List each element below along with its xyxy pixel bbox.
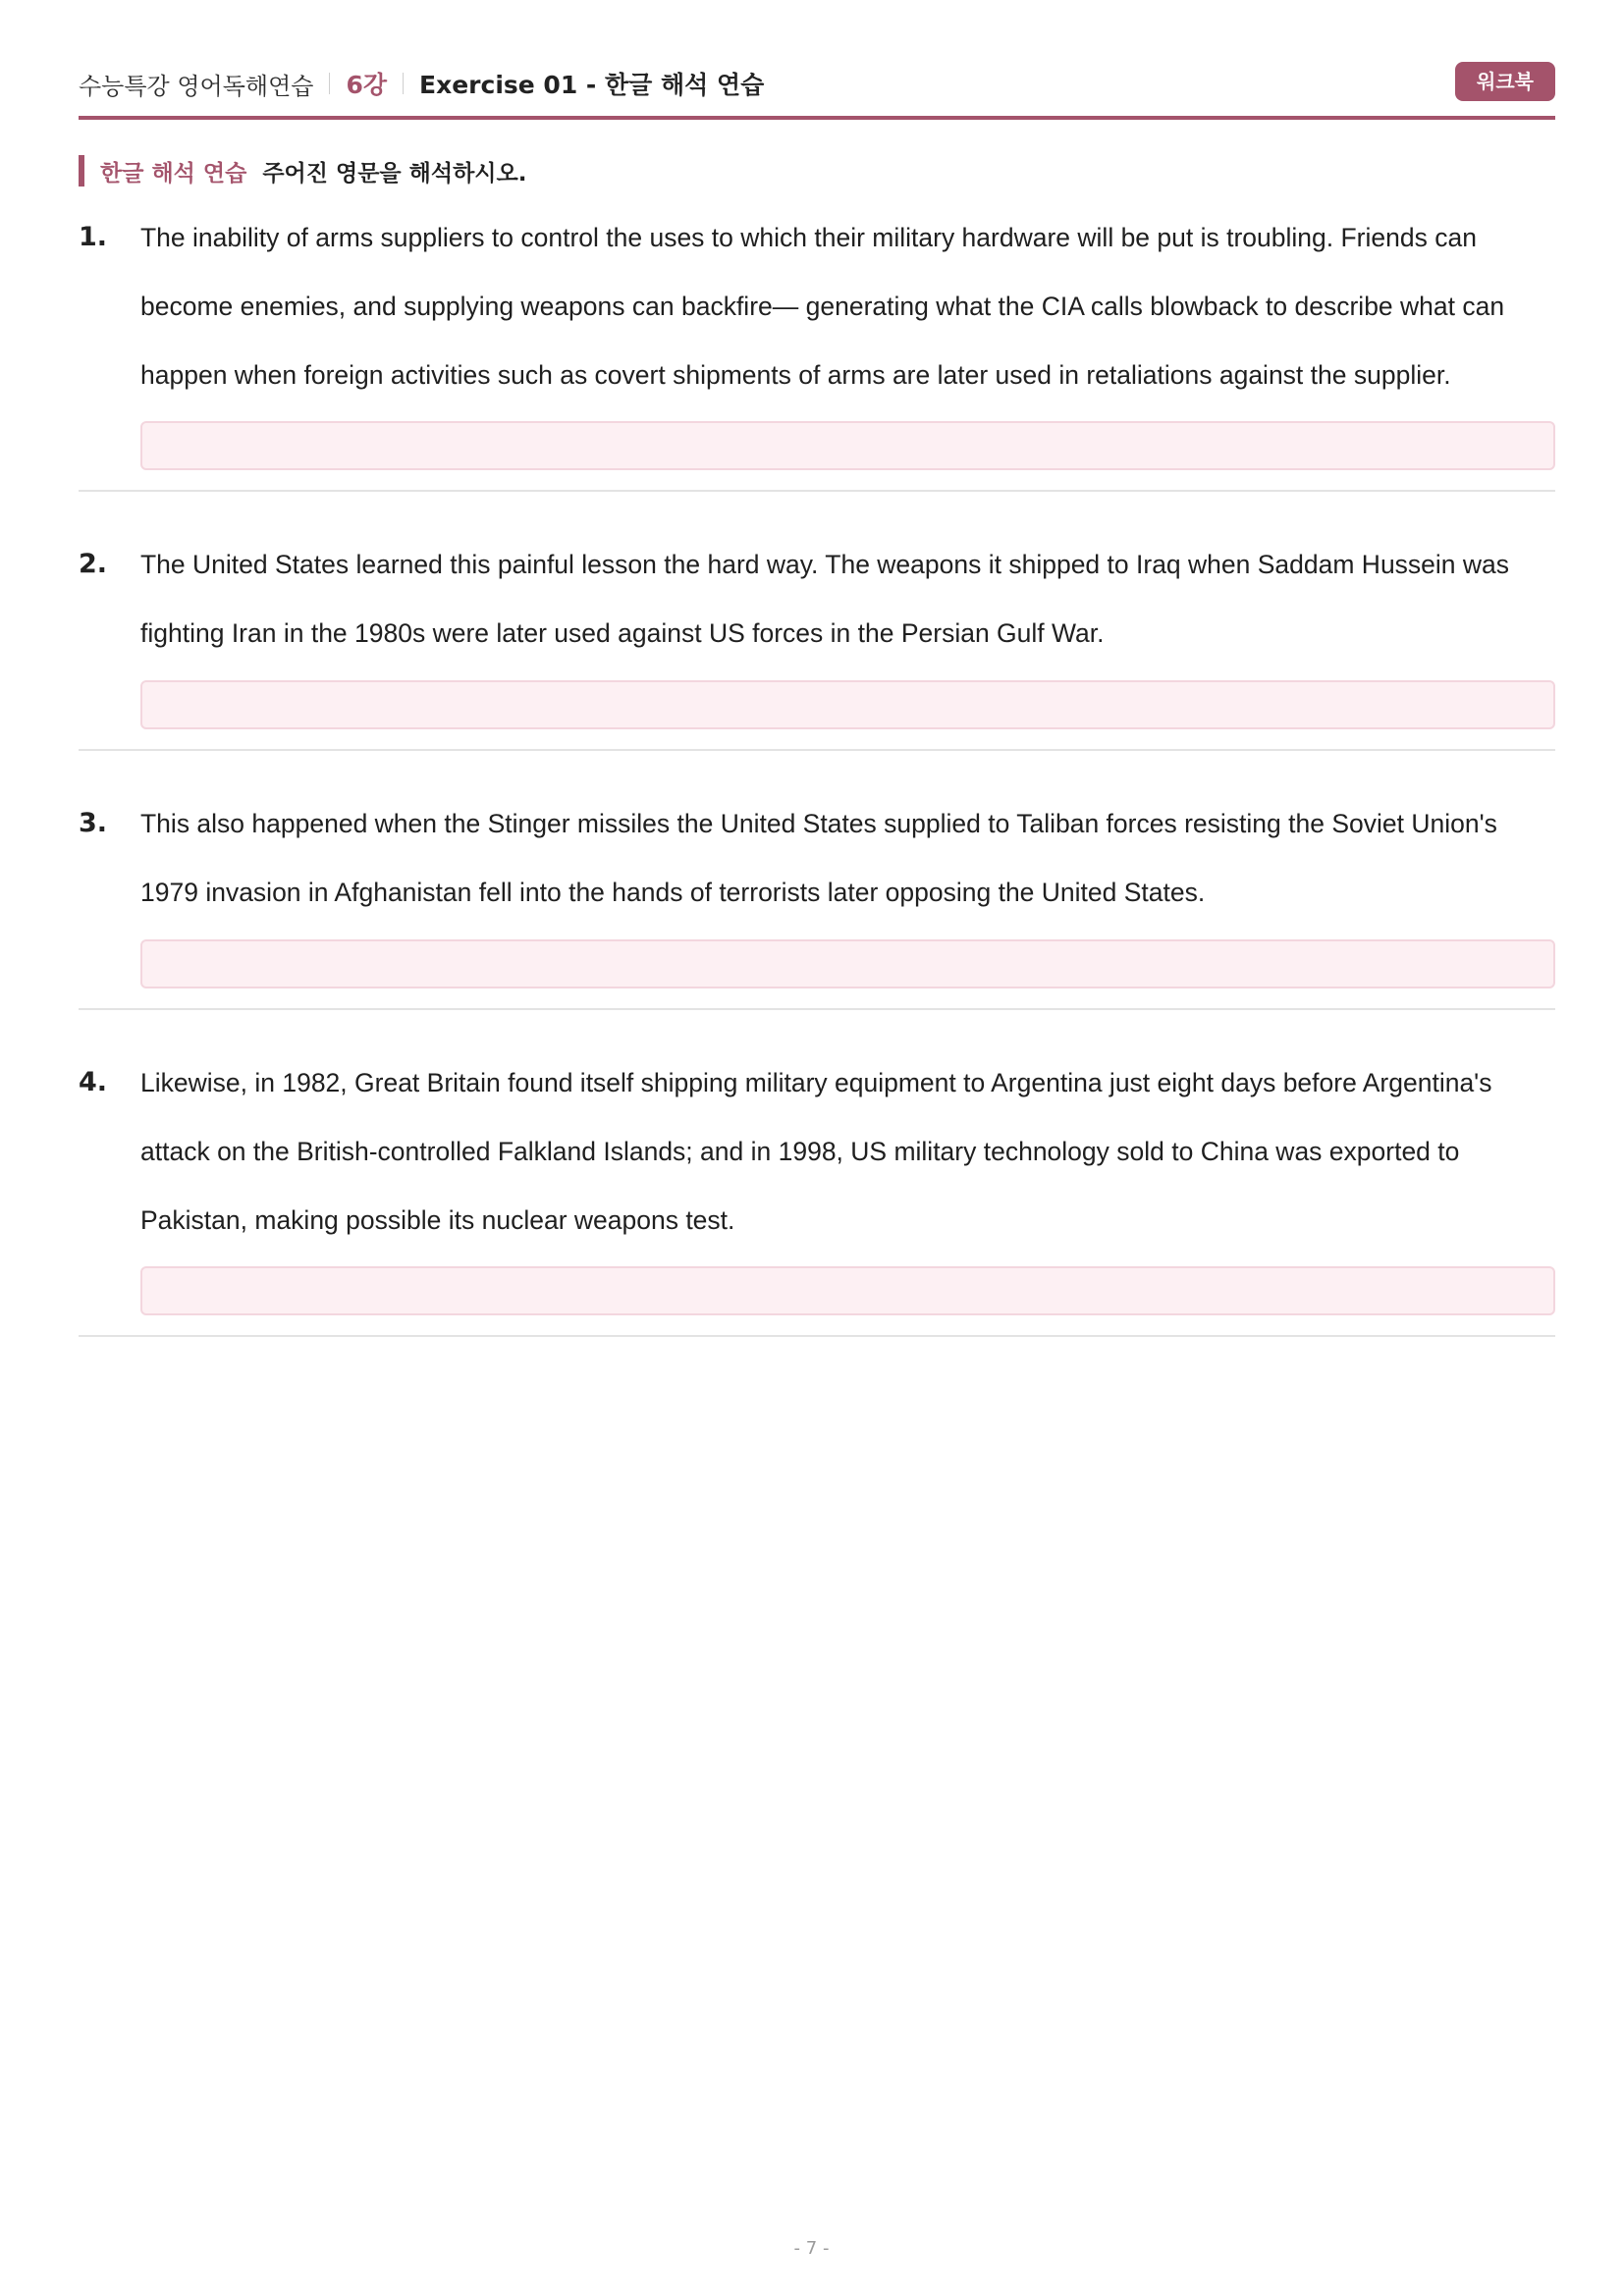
header-divider (329, 73, 330, 94)
lesson-number: 6강 (346, 71, 388, 99)
page-header (79, 59, 1555, 108)
header-divider (403, 73, 404, 94)
exercise-item-2 (79, 530, 1555, 756)
item-sentence: This also happened when the Stinger missiles the United States supplied to Taliban forces resisting the Soviet Union's 1979 invasion in Afghanistan fell into the hands of terrorists later opposing the United States. (140, 809, 1497, 907)
answer-field[interactable] (140, 1266, 1555, 1315)
section-heading (79, 155, 526, 187)
item-number: 1. (79, 222, 108, 252)
section-accent-bar (79, 155, 84, 187)
item-divider (79, 749, 1555, 751)
exercise-item-1 (79, 203, 1555, 498)
item-number: 2. (79, 549, 108, 579)
item-number: 4. (79, 1067, 108, 1097)
item-sentence: The United States learned this painful lesson the hard way. The weapons it shipped to Iraq when Saddam Hussein was fighting Iran in the 1980s were later used against US forces in the Persian Gulf War. (140, 550, 1510, 648)
workbook-badge: 워크북 (1455, 62, 1555, 101)
item-sentence: The inability of arms suppliers to control the uses to which their military hardware will be put is troubling. Friends can become enemies, and supplying weapons can backfire— generating what the CIA calls blowback to describe what can happen when foreign activities such as covert shipments of arms are later used in retaliations against the supplier. (140, 223, 1505, 390)
item-divider (79, 490, 1555, 492)
exercise-item-3 (79, 789, 1555, 1015)
series-title: 수능특강 영어독해연습 (79, 72, 314, 100)
header-rule (79, 116, 1555, 120)
workbook-page (79, 0, 1555, 2296)
exercise-item-4 (79, 1048, 1555, 1343)
answer-field[interactable] (140, 680, 1555, 729)
item-number: 3. (79, 808, 108, 838)
item-sentence: Likewise, in 1982, Great Britain found itself shipping military equipment to Argentina just eight days before Argentina's attack on the British-controlled Falkland Islands; and in 1998, US military technology sold to China was exported to Pakistan, making possible its nuclear weapons test. (140, 1068, 1492, 1235)
section-tag: 한글 해석 연습 (100, 160, 247, 187)
section-instruction: 주어진 영문을 해석하시오. (262, 160, 527, 187)
answer-field[interactable] (140, 421, 1555, 470)
item-divider (79, 1008, 1555, 1010)
answer-field[interactable] (140, 939, 1555, 988)
exercise-title: Exercise 01 - 한글 해석 연습 (419, 71, 765, 99)
page-number: - 7 - (793, 2238, 830, 2259)
item-divider (79, 1335, 1555, 1337)
